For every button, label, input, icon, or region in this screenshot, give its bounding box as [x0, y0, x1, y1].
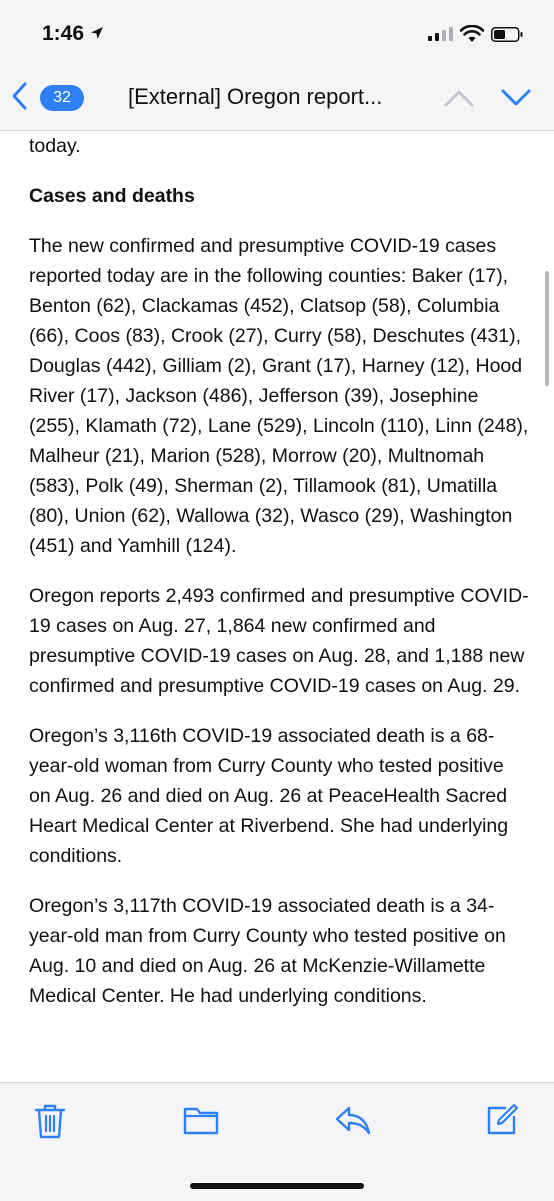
- status-time: 1:46: [42, 22, 85, 45]
- home-indicator[interactable]: [190, 1183, 364, 1189]
- trash-icon[interactable]: [33, 1102, 67, 1140]
- cellular-signal-icon: [428, 27, 454, 41]
- email-paragraph: Oregon’s 3,117th COVID-19 associated death is a 34-year-old man from Curry County who tested positive on Aug. 10 and died on Aug. 26 at McKenzie-Willamette Medical Center. He had underlying conditions.: [29, 895, 506, 1007]
- wifi-icon: [460, 25, 484, 43]
- next-message-chevron-down-icon[interactable]: [500, 88, 532, 108]
- email-paragraph: The new confirmed and presumptive COVID-19 cases reported today are in the following counties: Baker (17), Benton (62), Clackamas (452), Clatsop (58), Columbia (66), Coos (83), Crook (27), Curry (58), Deschutes (431), Douglas (442), Gilliam (2), Grant (17), Harney (12), Hood River (17), Jackson (486), Jefferson (39), Josephine (255), Klamath (72), Lane (529), Lincoln (110), Linn (248), Malheur (21), Marion (528), Morrow (20), Multnomah (583), Polk (49), Sherman (2), Tillamook (81), Umatilla (80), Union (62), Wallowa (32), Wasco (29), Washington (451) and Yamhill (124).: [29, 235, 529, 557]
- reply-icon[interactable]: [334, 1102, 372, 1138]
- mail-nav-bar: [0, 62, 554, 131]
- status-bar: [0, 0, 554, 62]
- mail-toolbar: [0, 1082, 554, 1201]
- folder-icon[interactable]: [182, 1102, 220, 1138]
- compose-icon[interactable]: [484, 1102, 520, 1138]
- email-paragraph: today.: [29, 135, 81, 157]
- email-paragraph: Oregon’s 3,116th COVID-19 associated death is a 68-year-old woman from Curry County who tested positive on Aug. 26 and died on Aug. 26 at PeaceHealth Sacred Heart Medical Center at Riverbend. She had underlying conditions.: [29, 725, 509, 867]
- back-chevron-icon[interactable]: [10, 81, 28, 111]
- battery-icon: [491, 27, 523, 42]
- section-heading: Cases and deaths: [29, 185, 195, 207]
- scroll-indicator[interactable]: [545, 271, 549, 386]
- location-arrow-icon: [90, 26, 104, 40]
- unread-count-badge[interactable]: 32: [40, 85, 84, 111]
- email-paragraph: Oregon reports 2,493 confirmed and presumptive COVID-19 cases on Aug. 27, 1,864 new confirmed and presumptive COVID-19 cases on Aug. 28, and 1,188 new confirmed and presumptive COVID-19 cases on Aug. 29.: [29, 585, 529, 697]
- email-text: [29, 131, 529, 1011]
- previous-message-chevron-up-icon[interactable]: [443, 88, 475, 108]
- email-body[interactable]: [0, 131, 554, 1082]
- email-subject-title: [External] Oregon report...: [128, 84, 383, 109]
